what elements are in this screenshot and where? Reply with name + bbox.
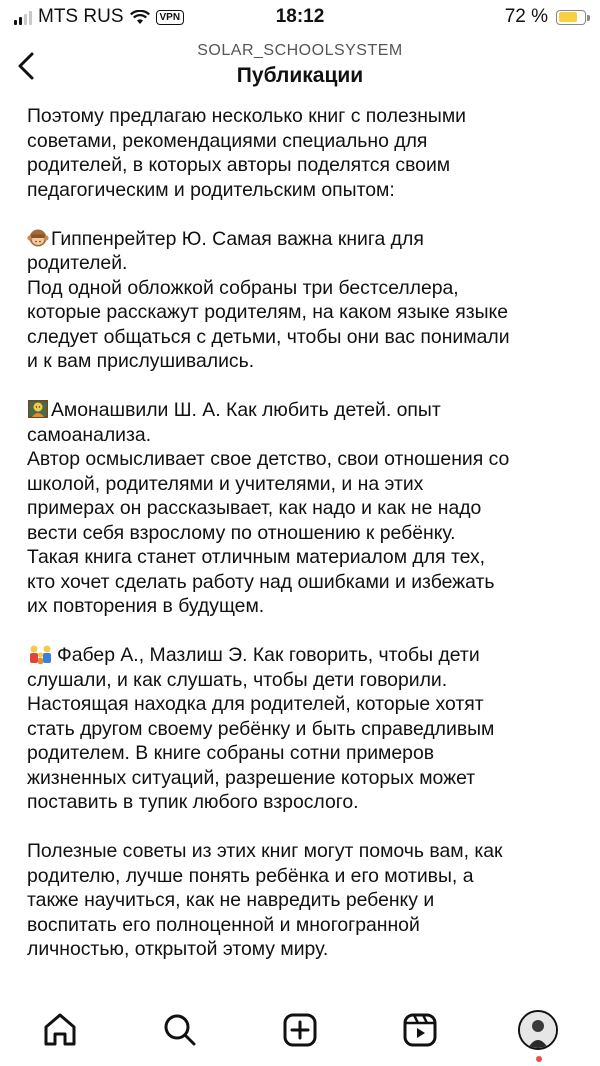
- monkey-emoji-icon: [27, 228, 49, 248]
- carrier-name: MTS RUS: [38, 6, 124, 27]
- profile-photo-icon: [520, 1012, 556, 1048]
- book-title: Амонашвили Ш. А. Как любить детей. опыт самоанализа.: [27, 399, 441, 446]
- clock: 18:12: [275, 6, 325, 27]
- reels-tab[interactable]: [400, 1010, 440, 1050]
- intro-text: Поэтому предлагаю несколько книг с полезными советами, рекомендациями специально для родителей, в которых авторы поделятся своим педагогическим и родительским опытом:: [27, 105, 467, 201]
- profile-avatar[interactable]: [518, 1010, 558, 1050]
- search-tab[interactable]: [160, 1010, 200, 1050]
- book-title: Фабер А., Мазлиш Э. Как говорить, чтобы дети слушали, и как слушать, чтобы дети говорили.: [27, 644, 480, 691]
- account-name[interactable]: SOLAR_SCHOOLSYSTEM: [197, 42, 403, 59]
- search-icon: [160, 1010, 200, 1050]
- book-title: Гиппенрейтер Ю. Самая важна книга для родителей.: [27, 227, 424, 274]
- create-tab[interactable]: [280, 1010, 320, 1050]
- book-description: Под одной обложкой собраны три бестселлера, которые расскажут родителям, на каком языке языке следует общаться с детьми, чтобы они вас понимали и к вам прислушивались.: [27, 276, 510, 372]
- book-entry: [27, 398, 587, 619]
- vpn-badge: VPN: [156, 10, 185, 25]
- battery-percent: 72 %: [504, 6, 548, 27]
- home-tab[interactable]: [40, 1010, 80, 1050]
- family-emoji-icon: [27, 644, 55, 664]
- notification-dot: [536, 1056, 542, 1062]
- book-description: Настоящая находка для родителей, которые хотят стать другом своему ребёнку и быть справедливым родителем. В книге собраны сотни примеров жизненных ситуаций, разрешение которых может поставить в тупик любого взрослого.: [27, 693, 495, 813]
- post-caption: [27, 104, 587, 984]
- page-title: Публикации: [236, 64, 364, 87]
- reels-icon: [400, 1010, 440, 1050]
- teacher-emoji-icon: [27, 399, 49, 419]
- status-bar: [0, 0, 600, 34]
- outro-text: Полезные советы из этих книг могут помочь вам, как родителю, лучше понять ребёнка и его мотивы, а также научиться, как не навредить ребенку и воспитать его полноценной и многогранной личностью, открытой этому миру.: [27, 840, 503, 960]
- book-description: Автор осмысливает свое детство, свои отношения со школой, родителями и учителями, и на этих примерах он рассказывает, как надо и как не надо вести себя взрослому по отношению к ребёнку. Такая книга станет отличным материалом для тех, кто хочет сделать работу над ошибками и избежать их повторения в будущем.: [27, 448, 510, 617]
- book-entry: [27, 643, 587, 815]
- battery-icon: [556, 10, 586, 25]
- book-entry: [27, 227, 587, 374]
- navigation-header: [0, 36, 600, 96]
- create-post-icon: [280, 1010, 320, 1050]
- bottom-tab-bar: [0, 1000, 600, 1066]
- home-icon: [40, 1010, 80, 1050]
